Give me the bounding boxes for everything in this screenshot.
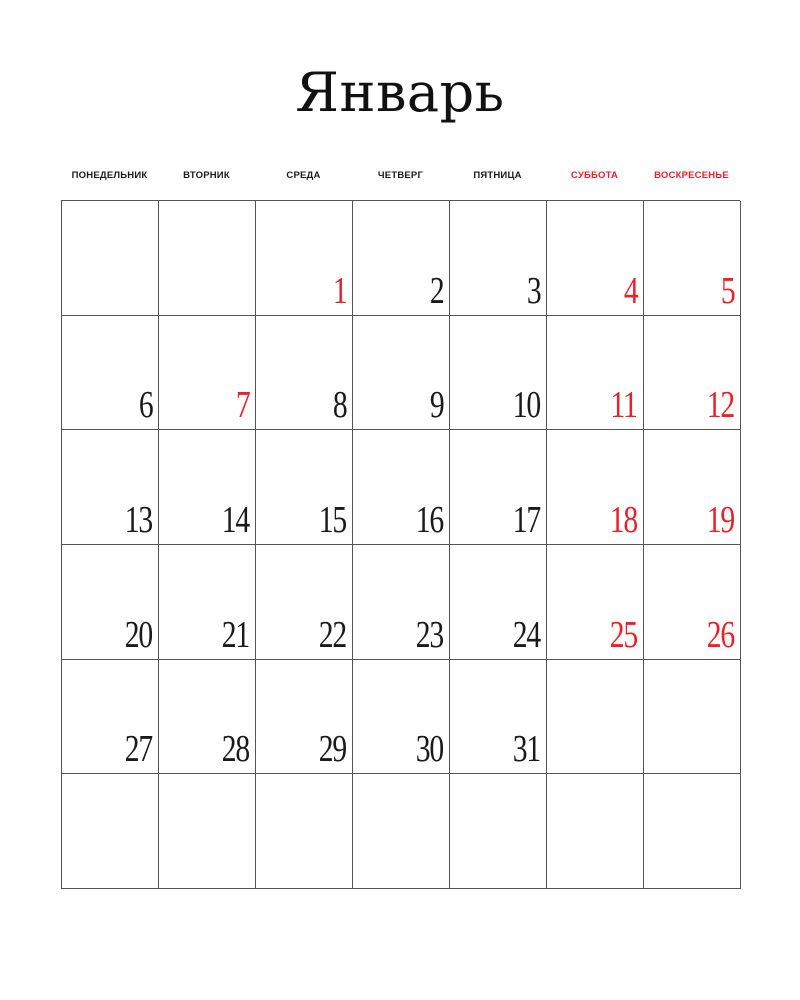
day-number: 31 — [512, 728, 540, 771]
empty-day-cell — [62, 201, 159, 316]
day-number: 28 — [221, 728, 249, 771]
day-cell-30 — [353, 660, 450, 775]
empty-day-cell — [159, 774, 256, 889]
day-cell-21 — [159, 545, 256, 660]
empty-day-cell — [159, 201, 256, 316]
day-number: 6 — [138, 384, 152, 427]
day-number: 30 — [415, 728, 443, 771]
day-number: 12 — [706, 384, 734, 427]
empty-day-cell — [353, 774, 450, 889]
day-number: 29 — [318, 728, 346, 771]
day-cell-22 — [256, 545, 353, 660]
day-cell-8 — [256, 316, 353, 431]
day-cell-7 — [159, 316, 256, 431]
day-cell-18 — [547, 430, 644, 545]
weekday-header-row — [61, 166, 740, 186]
day-number: 14 — [221, 498, 249, 541]
empty-day-cell — [450, 774, 547, 889]
day-number: 13 — [124, 498, 152, 541]
day-cell-3 — [450, 201, 547, 316]
day-number: 8 — [332, 384, 346, 427]
day-number: 16 — [415, 498, 443, 541]
day-number: 5 — [720, 269, 734, 312]
day-cell-23 — [353, 545, 450, 660]
day-cell-14 — [159, 430, 256, 545]
empty-day-cell — [644, 660, 741, 775]
empty-day-cell — [256, 774, 353, 889]
day-number: 25 — [609, 613, 637, 656]
weekday-sunday: ВОСКРЕСЕНЬЕ — [654, 170, 729, 181]
day-cell-11 — [547, 316, 644, 431]
weekday-thursday: ЧЕТВЕРГ — [377, 170, 424, 181]
day-cell-19 — [644, 430, 741, 545]
day-number: 10 — [512, 384, 540, 427]
day-cell-9 — [353, 316, 450, 431]
day-cell-2 — [353, 201, 450, 316]
day-number: 21 — [221, 613, 249, 656]
day-cell-1 — [256, 201, 353, 316]
day-cell-16 — [353, 430, 450, 545]
day-number: 1 — [332, 269, 346, 312]
day-cell-10 — [450, 316, 547, 431]
day-cell-28 — [159, 660, 256, 775]
day-cell-20 — [62, 545, 159, 660]
month-title: Январь — [295, 61, 505, 124]
day-number: 4 — [623, 269, 637, 312]
day-number: 9 — [429, 384, 443, 427]
day-number: 23 — [415, 613, 443, 656]
day-number: 17 — [512, 498, 540, 541]
weekday-wednesday: СРЕДА — [286, 170, 321, 181]
day-cell-12 — [644, 316, 741, 431]
day-number: 7 — [235, 384, 249, 427]
day-cell-15 — [256, 430, 353, 545]
day-number: 26 — [706, 613, 734, 656]
day-cell-24 — [450, 545, 547, 660]
weekday-tuesday: ВТОРНИК — [183, 170, 230, 181]
day-number: 15 — [318, 498, 346, 541]
day-cell-27 — [62, 660, 159, 775]
day-cell-17 — [450, 430, 547, 545]
day-number: 19 — [706, 498, 734, 541]
day-cell-5 — [644, 201, 741, 316]
day-cell-6 — [62, 316, 159, 431]
day-cell-4 — [547, 201, 644, 316]
day-cell-25 — [547, 545, 644, 660]
day-cell-29 — [256, 660, 353, 775]
day-number: 18 — [609, 498, 637, 541]
day-cell-26 — [644, 545, 741, 660]
day-number: 20 — [124, 613, 152, 656]
weekday-saturday: СУББОТА — [570, 170, 619, 181]
weekday-monday: ПОНЕДЕЛЬНИК — [71, 170, 148, 181]
day-number: 11 — [610, 384, 637, 427]
empty-day-cell — [547, 660, 644, 775]
day-number: 3 — [526, 269, 540, 312]
calendar-grid — [61, 200, 740, 889]
day-cell-31 — [450, 660, 547, 775]
empty-day-cell — [644, 774, 741, 889]
day-number: 22 — [318, 613, 346, 656]
empty-day-cell — [62, 774, 159, 889]
empty-day-cell — [547, 774, 644, 889]
day-number: 24 — [512, 613, 540, 656]
day-number: 2 — [429, 269, 443, 312]
day-cell-13 — [62, 430, 159, 545]
weekday-friday: ПЯТНИЦА — [473, 170, 522, 181]
day-number: 27 — [124, 728, 152, 771]
